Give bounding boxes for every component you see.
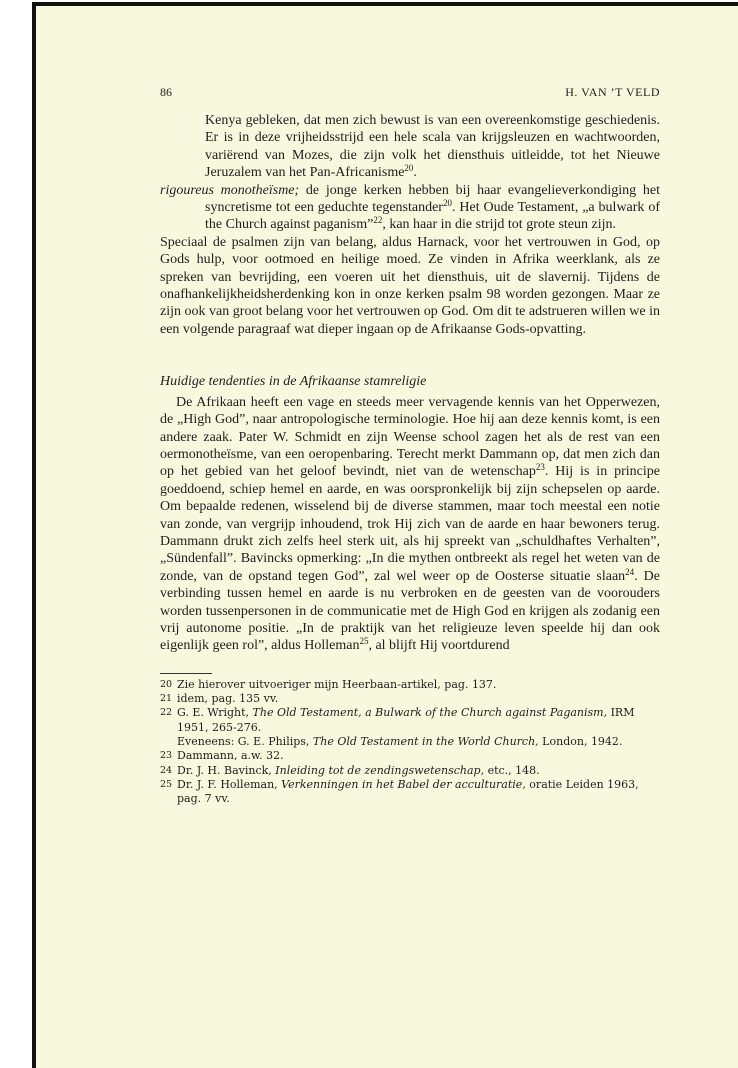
footnote-ref: 25 <box>359 636 369 647</box>
paragraph: De Afrikaan heeft een vage en steeds meer vervagende kennis van het Opperwezen, de „High God”, naar antropologische terminologie. Hoe hij aan deze kennis komt, is een andere zaak. Pater W. Schmidt en zijn Weense school zagen het als de rest van een oermonotheïsme, van een oeropenbaring. Terecht merkt Dammann op, dat men zich dan op het gebied van het geloof bevindt, niet van de wetenschap$^{23}$. Hij is in principe goeddoend, schiep hemel en aarde, en was oorspronkelijk bij zijn schepselen op aarde. Om bepaalde redenen, wisselend bij de diverse stammen, maar toch meestal een notie van zonde, van vergrijp inhoudend, trok Hij zich van de aarde en haar bewoners terug. Dammann drukt zich zelfs heel sterk uit, als hij spreekt van „schuldhaftes Verhalten”, „Sündenfall”. Bavincks opmerking: „In die mythen ontbreekt als regel het weten van de zonde, van de opstand tegen God”, zal wel weer op de Oosterse situatie slaan$^{24}$. De verbinding tussen hemel en aarde is nu verbroken en de geesten van de voorouders worden tussenpersonen in de communicatie met de High God en krijgen als zodanig een vrij autonome positie. „In de praktijk van het religieuze leven speelde hij dan ook eigenlijk geen rol”, aldus Holleman$^{25}$, al blijft Hij voortdurend <box>160 394 660 654</box>
page-body <box>160 112 660 806</box>
footnote: 22 G. E. Wright, The Old Testament, a Bulwark of the Church against Paganism, IRM 1951, 265-276. <box>160 706 635 734</box>
footnote: Eveneens: G. E. Philips, The Old Testament in the World Church, London, 1942. <box>177 734 623 748</box>
footnote: 25 Dr. J. F. Holleman, Verkenningen in het Babel der acculturatie, oratie Leiden 1963, pag. 7 vv. <box>160 777 639 806</box>
footnote-ref: 20 <box>404 163 414 174</box>
running-author: H. VAN ’T VELD <box>565 85 660 99</box>
footnote-ref: 20 <box>442 198 452 209</box>
footnote-ref: 24 <box>625 566 635 577</box>
footnote-ref: 23 <box>535 462 545 473</box>
page-number: 86 <box>160 85 172 99</box>
indented-paragraph: Kenya gebleken, dat men zich bewust is van een overeenkomstige geschiedenis. Er is in deze vrijheidsstrijd een hele scala van krijgsleuzen en wachtwoorden, variërend van Mozes, die zijn volk het diensthuis uitleidde, tot het Nieuwe Jeruzalem van het Pan-Africanisme$^{20}$. <box>205 113 660 181</box>
footnote-rule <box>160 673 212 674</box>
footnote-ref: 22 <box>373 215 383 226</box>
footnote: 20 Zie hierover uitvoeriger mijn Heerbaan-artikel, pag. 137. <box>160 677 497 691</box>
section-heading: Huidige tendenties in de Afrikaanse stamreligie <box>160 374 427 390</box>
paragraph: Speciaal de psalmen zijn van belang, aldus Harnack, voor het vertrouwen in God, op Gods hulp, voor ootmoed en heilige moed. Ze vinden in Afrika weerklank, als ze spreken van bevrijding, een voeren uit het diensthuis, uit de slavernij. Tijdens de onafhankelijkheidsherdenking kon in onze kerken psalm 98 worden gezongen. Maar ze zijn ook van groot belang voor het vertrouwen op God. Om dit te adstrueren willen we in een volgende paragraaf wat dieper ingaan op de Afrikaanse Gods-opvatting. <box>160 234 660 337</box>
footnotes <box>160 678 660 807</box>
hanging-paragraph: rigoureus monotheïsme; de jonge kerken hebben bij haar evangelieverkondiging het syncretisme tot een geduchte tegenstander$^{20}$. Het Oude Testament, „a bulwark of the Church against paganism”$^{22}$, kan haar in die strijd tot grote steun zijn. <box>160 182 660 233</box>
footnote: 24 Dr. J. H. Bavinck, Inleiding tot de zendingswetenschap, etc., 148. <box>160 763 540 777</box>
footnote: 21 idem, pag. 135 vv. <box>160 692 279 706</box>
running-header <box>160 84 660 102</box>
footnote: 23 Dammann, a.w. 32. <box>160 749 284 763</box>
list-term: rigoureus monotheïsme; <box>160 182 300 198</box>
